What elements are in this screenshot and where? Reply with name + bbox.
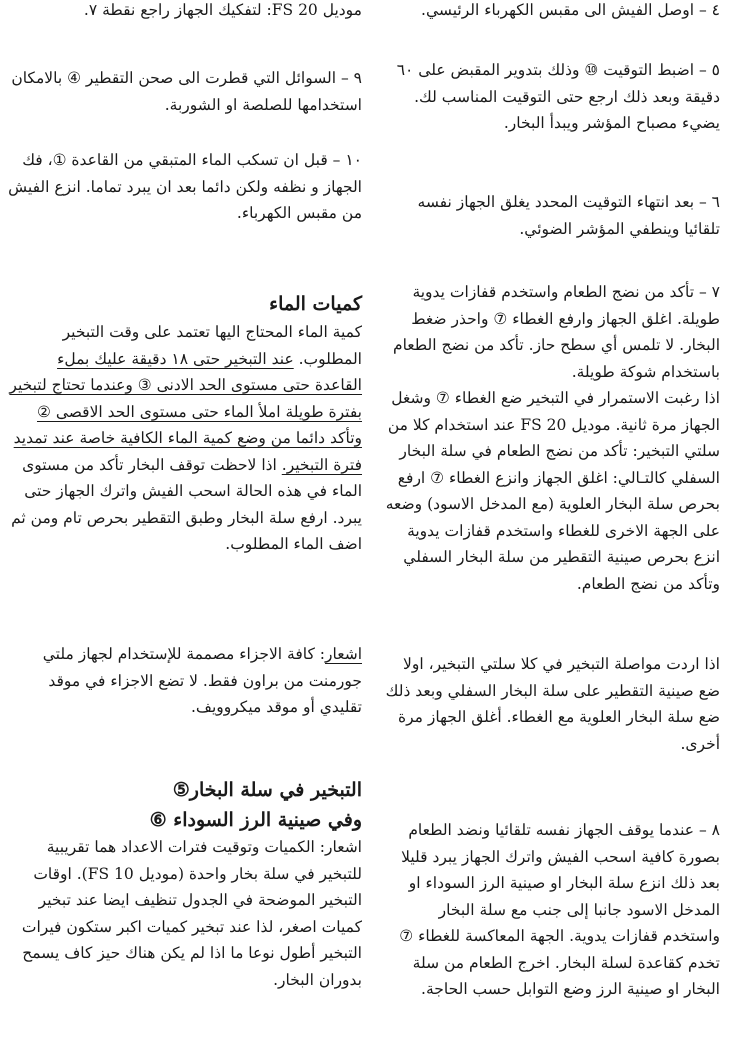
steam-basket-text: اشعار: الكميات وتوقيت فترات الاعداد هما تقريبية للتبخير في سلة بخار واحدة (موديل FS 10). اوقات التبخير الموضحة في الجدول تنظيف ايضا عند تبخير كميات اصغر، لذا عند تبخير كميات اكبر ستكون فيرات التبخير أطول نوعا ما اذا لم يكن هناك حيز كاف يسمح بدوران البخار. (21, 838, 362, 989)
notice-text: : كافة الاجزاء مصممة للإستخدام لجهاز ملتي جورمنت من براون فقط. لا تضع الاجزاء في موقد تقليدي أو موقد ميكروويف. (42, 645, 362, 716)
step-10: ١٠ – قبل ان تسكب الماء المتبقي من القاعدة ①، فك الجهاز و نظفه ولكن دائما بعد ان يبرد تماما. انزع الفيش من مقبس الكهرباء. (8, 151, 362, 222)
water-quantities-heading: كميات الماء (269, 293, 362, 315)
step-4: ٤ – اوصل الفيش الى مقبس الكهرباء الرئيسي. (421, 1, 720, 19)
step-6: ٦ – بعد انتهاء التوقيت المحدد يغلق الجهاز نفسه تلقائيا وينطفي المؤشر الضوئي. (417, 193, 720, 238)
notice (6, 641, 362, 721)
water-underlined: عند التبخير حتى ١٨ دقيقة عليك بملء القاعدة حتى مستوى الحد الادنى ③ وعندما تحتاج لتبخير بفترة طويلة املأ الماء حتى مستوى الحد الاقصى ② وتأكد دائما من وضع كمية الماء الكافية خاصة عند تمديد فترة التبخير. (9, 349, 362, 474)
water-rest: اذا لاحظت توقف البخار تأكد من مستوى الماء في هذه الحالة اسحب الفيش واترك الجهاز حتى يبرد. ارفع سلة البخار وطبق التقطير بحرص تام ومن ثم اضف الماء المطلوب. (11, 455, 362, 553)
step-5: ٥ – اضبط التوقيت ⑩ وذلك بتدوير المقبض على ٦٠ دقيقة وبعد ذلك ارجع حتى التوقيت المناسب لك. يضيء مصباح المؤشر ويبدأ البخار. (396, 61, 720, 132)
water-quantities-text (6, 319, 362, 558)
step-9: ٩ – السوائل التي قطرت الى صحن التقطير ④ بالامكان استخدامها للصلصة او الشوربة. (11, 69, 362, 114)
step-7: ٧ – تأكد من نضج الطعام واستخدم قفازات يدوية طويلة. اغلق الجهاز وارفع الغطاء ⑦ واحذر ضغط البخار. لا تلمس أي سطح حاز. تأكد من نضج الطعام باستخدام شوكة طويلة. (392, 283, 720, 381)
step-7-both-baskets: اذا اردت مواصلة التبخير في كلا سلتي التبخير، اولا ضع صينية التقطير على سلة البخار السفلي وبعد ذلك ضع سلة البخار العلوية مع الغطاء. أغلق الجهاز مرة أخرى. (385, 655, 720, 753)
water-intro: كمية الماء المحتاج اليها تعتمد على وقت التبخير المطلوب. (62, 323, 362, 368)
step-7-continue: اذا رغبت الاستمرار في التبخير ضع الغطاء ⑦ وشغل الجهاز مرة ثانية. موديل FS 20 عند استخدام كلا من سلتي التبخير: تأكد من نضج الطعام في سلة البخار السفلي كالتـالي: اغلق الجهاز وانزع الغطاء ⑦ ارفع بحرص سلة البخار العلوية (مع المدخل الاسود) وضعه على الجهة الاخرى للغطاء واستخدم قفازات يدوية انزع بحرص صينية التقطير من سلة البخار السفلي وتأكد من نضج الطعام. (385, 389, 720, 593)
step-8: ٨ – عندما يوقف الجهاز نفسه تلقائيا ونضد الطعام بصورة كافية اسحب الفيش واترك الجهاز يبرد قليلا بعد ذلك انزع سلة البخار او صينية الرز السوداء او المدخل الاسود جانبا إلى جنب مع سلة البخار واستخدم قفازات يدوية. الجهة المعاكسة للغطاء ⑦ تخدم كقاعدة لسلة البخار. اخرج الطعام من سلة البخار او صينية الرز وضع التوابل حسب الحاجة. (399, 821, 720, 998)
steam-basket-heading-2: وفي صينية الرز السوداء ⑥ (149, 809, 362, 831)
fs20-note: موديل FS 20: لتفكيك الجهاز راجع نقطة ٧. (83, 1, 362, 19)
notice-label: اشعار (325, 645, 362, 663)
steam-basket-heading-1: التبخير في سلة البخار⑤ (172, 779, 362, 801)
